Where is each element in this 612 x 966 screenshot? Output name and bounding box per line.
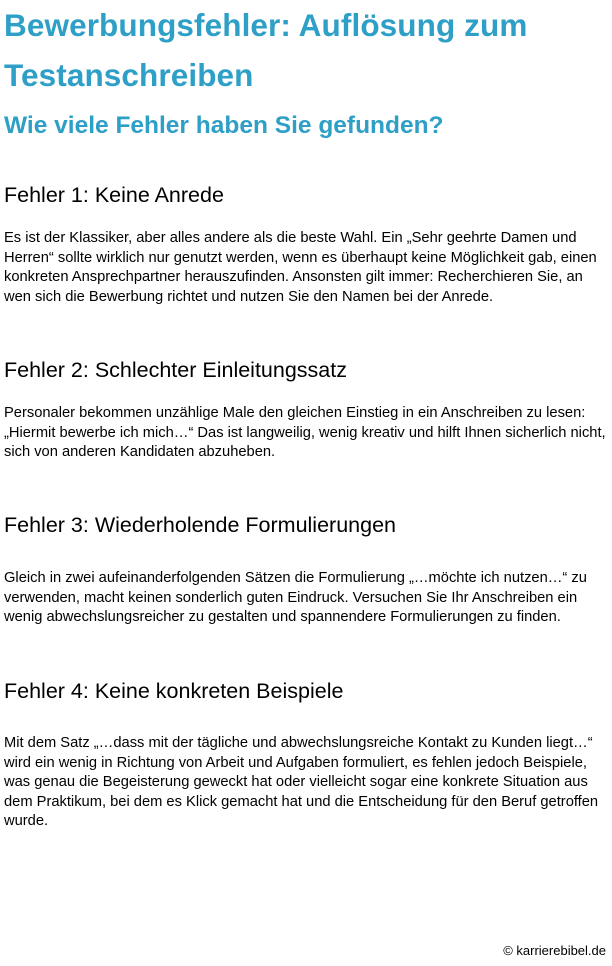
section-heading-fehler-2: Fehler 2: Schlechter Einleitungssatz bbox=[4, 358, 347, 382]
section-heading-fehler-1: Fehler 1: Keine Anrede bbox=[4, 183, 224, 207]
section-heading-fehler-4: Fehler 4: Keine konkreten Beispiele bbox=[4, 679, 344, 703]
copyright-notice: © karrierebibel.de bbox=[503, 943, 606, 958]
section-body-fehler-3: Gleich in zwei aufeinanderfolgenden Sätzen die Formulierung „…möchte ich nutzen…“ zu verwenden, macht keinen sonderlich guten Eindruck. Versuchen Sie Ihr Anschreiben ein wenig abwechslungsreicher zu gestalten und spannendere Formulierungen zu finden. bbox=[4, 570, 587, 626]
section-body-fehler-1: Es ist der Klassiker, aber alles andere als die beste Wahl. Ein „Sehr geehrte Damen und Herren“ sollte wirklich nur genutzt werden, wenn es überhaupt keine Möglichkeit gab, einen konkreten Ansprechpartner herauszufinden. Ansonsten gilt immer: Recherchieren Sie, an wen sich die Bewerbung richtet und nutzen Sie den Namen bei der Anrede. bbox=[4, 230, 597, 305]
section-heading-fehler-3: Fehler 3: Wiederholende Formulierungen bbox=[4, 513, 396, 537]
section-body-fehler-4: Mit dem Satz „…dass mit der tägliche und abwechslungsreiche Kontakt zu Kunden liegt…“ wird ein wenig in Richtung von Arbeit und Aufgaben formuliert, es fehlen jedoch Beispiele, was genau die Begeisterung geweckt hat oder vielleicht sogar eine konkrete Situation aus dem Praktikum, bei dem es Klick gemacht hat und die Entscheidung für den Beruf getroffen wurde. bbox=[4, 735, 599, 830]
page-subtitle: Wie viele Fehler haben Sie gefunden? bbox=[4, 112, 444, 139]
section-body-fehler-2: Personaler bekommen unzählige Male den gleichen Einstieg in ein Anschreiben zu lesen: „Hiermit bewerbe ich mich…“ Das ist langweilig, wenig kreativ und hilft Ihnen sicherlich nicht, sich von anderen Kandidaten abzuheben. bbox=[4, 405, 606, 461]
page-title: Bewerbungsfehler: Auflösung zum Testanschreiben bbox=[4, 7, 528, 93]
